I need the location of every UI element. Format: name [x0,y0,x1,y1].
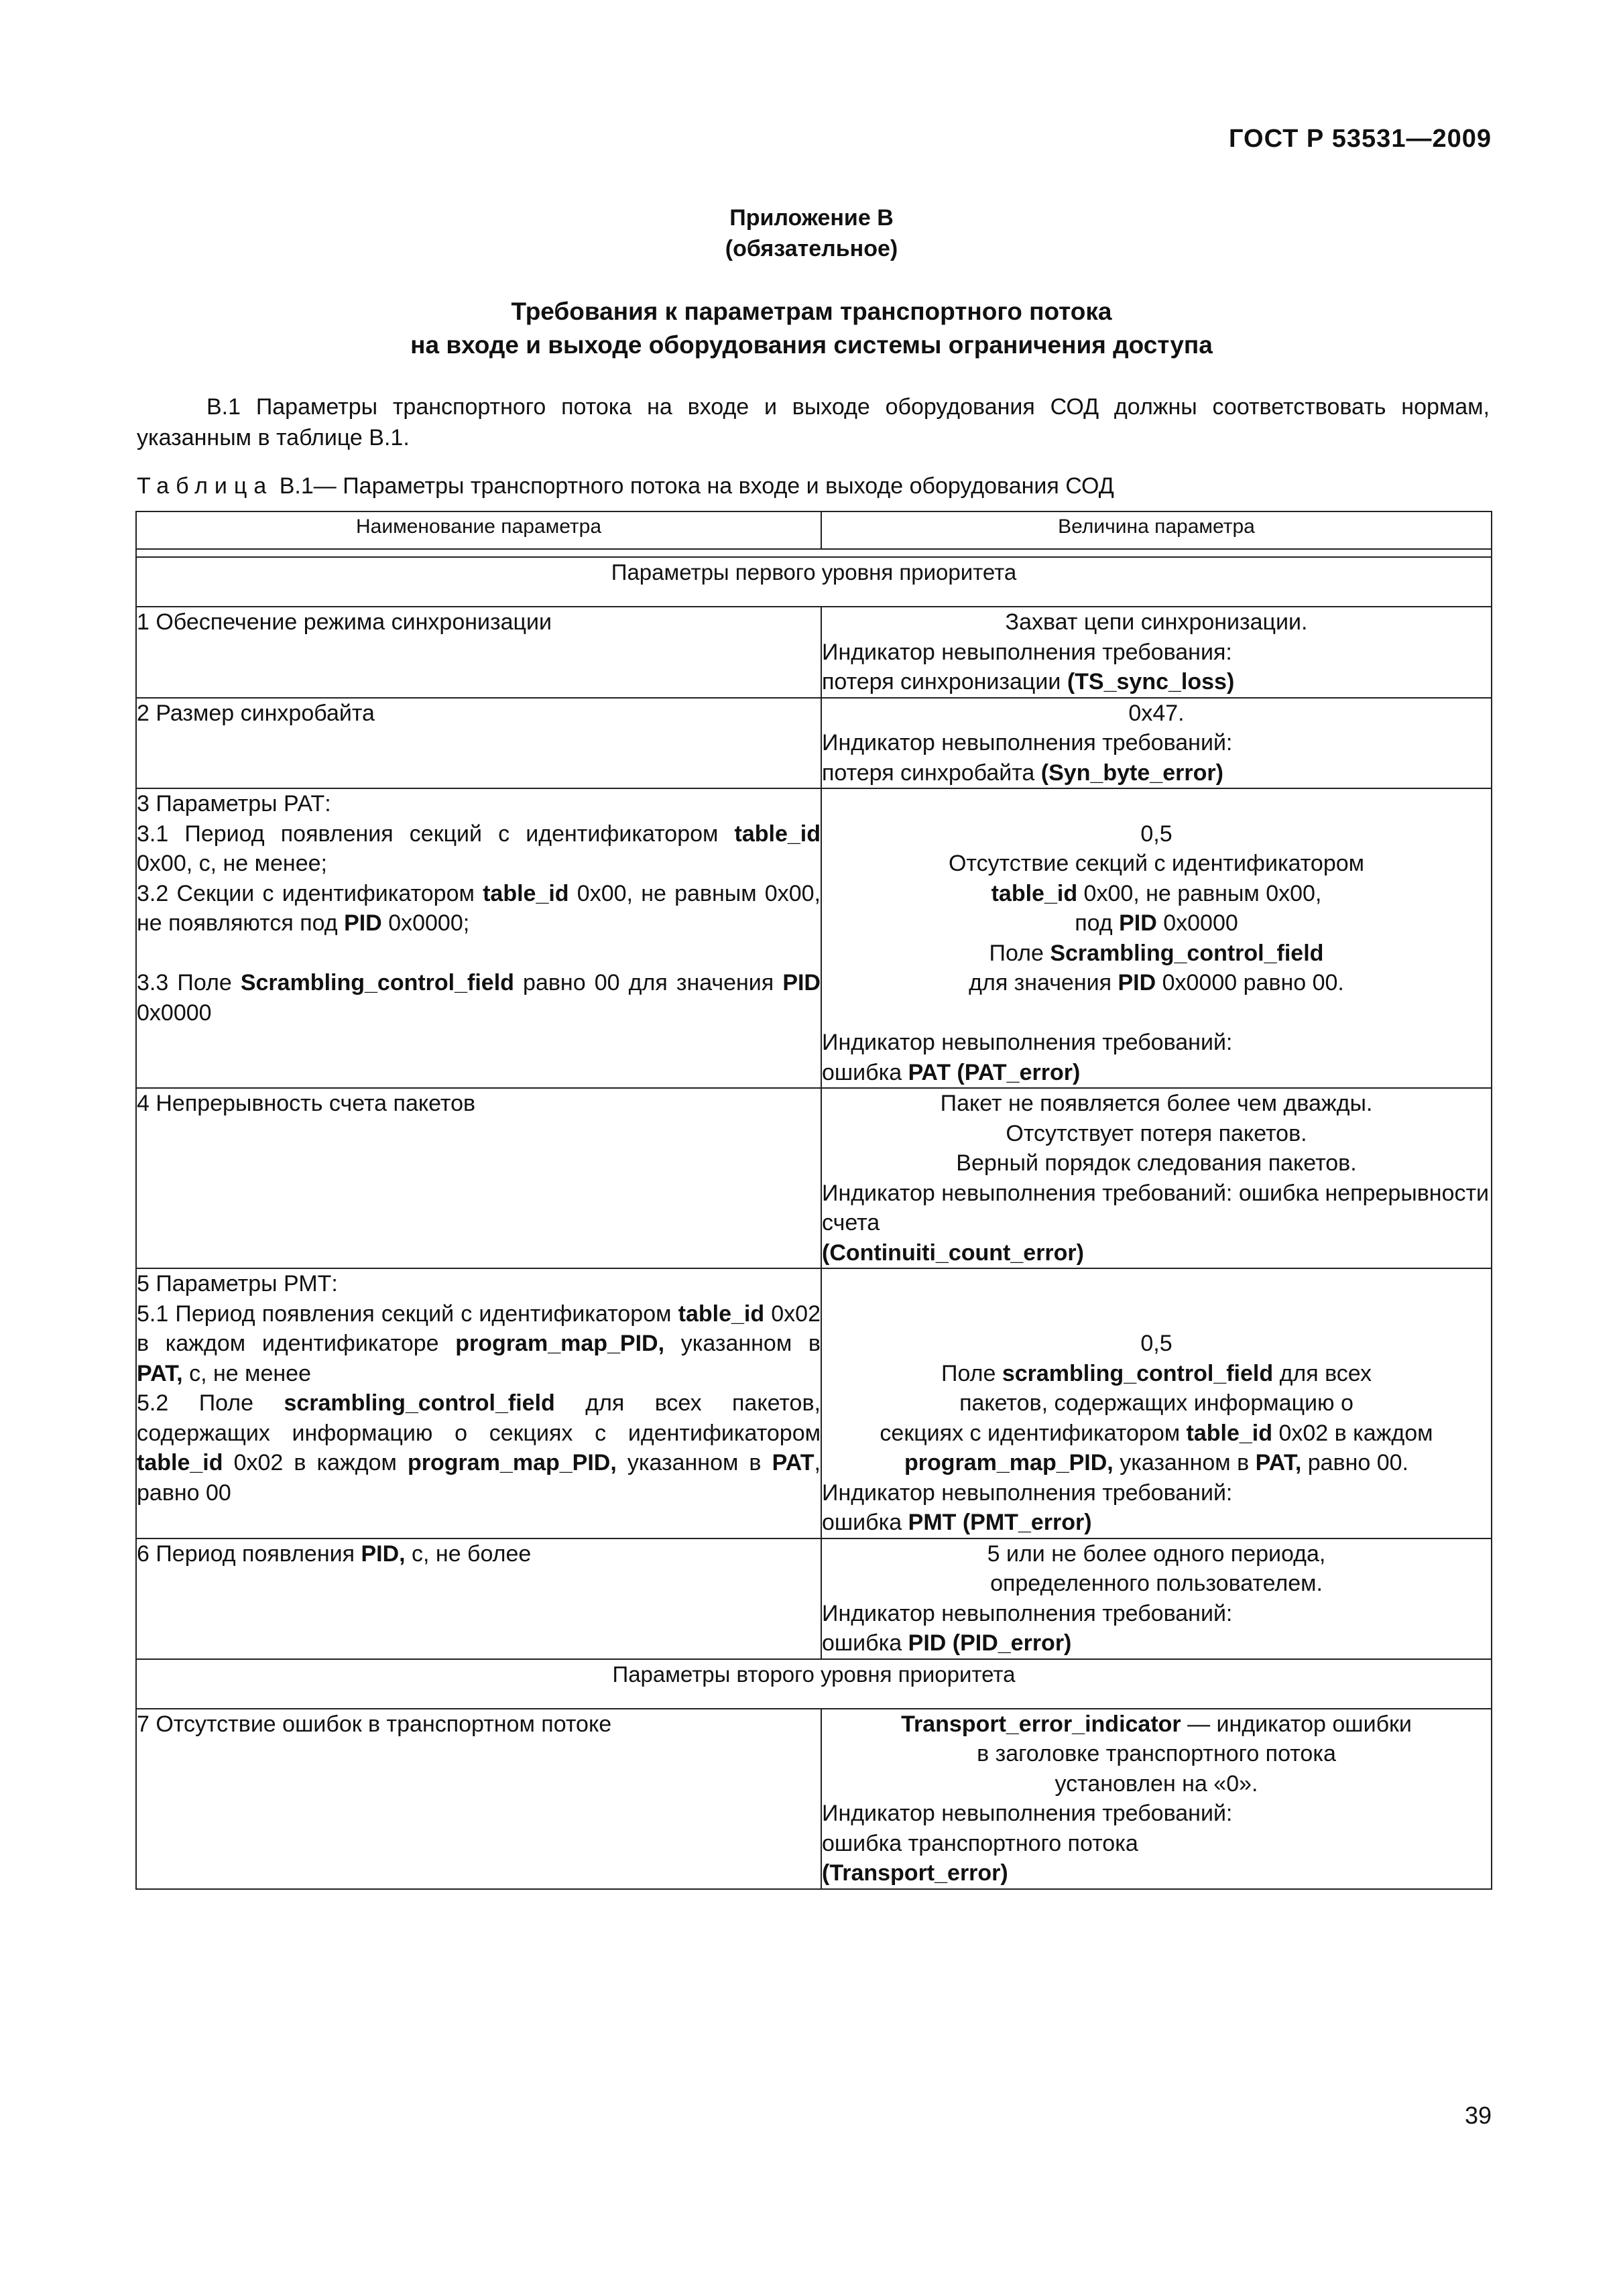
text-fragment: Индикатор невыполнения требований: [822,730,1233,756]
cell-text-line [822,1799,1491,1829]
cell-text-line [822,667,1491,697]
priority-group-title: Параметры первого уровня приоритета [136,557,1492,607]
cell-text-line [822,908,1491,939]
text-fragment: Захват цепи синхронизации. [1005,609,1308,635]
parameter-name-cell [136,698,821,789]
text-fragment: ошибка [822,1630,908,1656]
text-fragment: 4 Непрерывность счета пакетов [137,1091,476,1116]
text-fragment: Поле [989,940,1050,966]
table-caption-label: Таблица [137,473,274,499]
bold-fragment: table_id [734,821,821,847]
column-header-name: Наименование параметра [136,511,821,549]
text-fragment: Индикатор невыполнения требований: [822,1801,1233,1826]
blank-line [822,1299,1491,1329]
standard-code: ГОСТ Р 53531—2009 [1229,125,1492,153]
parameter-value-cell [821,1088,1492,1268]
cell-text-line [822,1739,1491,1769]
parameter-value-cell [821,698,1492,789]
cell-text-line [822,1148,1491,1179]
bold-fragment: Scrambling_control_field [1050,940,1324,966]
bold-fragment: PAT, [137,1360,183,1386]
blank-line [822,789,1491,819]
bold-fragment: (Continuiti_count_error) [822,1240,1084,1266]
text-fragment: секциях с идентификатором [880,1420,1187,1446]
parameter-name-cell [136,1088,821,1268]
text-fragment: под [1075,910,1120,936]
cell-text-line [822,1539,1491,1569]
text-fragment: указанном в [664,1331,821,1356]
cell-text-line [822,1769,1491,1799]
cell-text-line [822,1478,1491,1508]
cell-text-line [822,1599,1491,1629]
cell-text-line [822,849,1491,879]
cell-text-line [822,1329,1491,1359]
text-fragment: Отсутствие секций с идентификатором [948,851,1365,876]
text-fragment: 0x47. [1128,700,1185,726]
text-fragment: 0,5 [1140,821,1173,847]
cell-text-line [822,1858,1491,1888]
cell-text-line [822,728,1491,758]
cell-text-line [822,968,1491,998]
bold-fragment: table_id [483,880,569,906]
text-fragment: 0x0000; [381,910,470,936]
text-fragment: указанном в [616,1450,772,1475]
cell-text-line [822,1508,1491,1538]
parameter-name-cell [136,607,821,698]
cell-text-line [137,1539,821,1569]
bold-fragment: PID [1119,910,1157,936]
blank-line [822,1269,1491,1299]
table-row [136,788,1492,1088]
text-fragment: 2 Размер синхробайта [137,700,375,726]
text-fragment: 5.2 Поле [137,1390,284,1416]
text-fragment: 5 или не более одного периода, [987,1540,1326,1567]
text-fragment: Пакет не появляется более чем дважды. [940,1091,1373,1116]
bold-fragment: PID, [361,1540,406,1567]
parameter-value-cell [821,1268,1492,1538]
appendix-status: (обязательное) [725,236,898,261]
text-fragment: с, не более [405,1540,532,1567]
cell-text-line [137,819,821,879]
text-fragment: Индикатор невыполнения требований: [822,1030,1233,1055]
priority-group-row [136,1659,1492,1709]
bold-fragment: program_map_PID, [455,1331,665,1356]
text-fragment: в заголовке транспортного потока [977,1741,1336,1766]
text-fragment: , равно 00 [137,1450,821,1506]
cell-text-line [822,1119,1491,1149]
parameter-value-cell [821,1538,1492,1659]
table-body [136,557,1492,1889]
table-row [136,1088,1492,1268]
cell-text-line [822,1709,1491,1740]
text-fragment: 5.1 Период появления секций с идентификатором [137,1301,678,1327]
text-fragment: Индикатор невыполнения требований: [822,1600,1233,1626]
cell-text-line [822,758,1491,788]
bold-fragment: scrambling_control_field [284,1390,555,1416]
bold-fragment: Transport_error_indicator [901,1711,1181,1737]
table-header-row [136,511,1492,549]
table-caption [137,473,1114,499]
text-fragment: для всех [1273,1360,1372,1386]
text-fragment: 0x0000 [1156,910,1238,936]
text-fragment: 0x02 в каждом [1272,1420,1433,1446]
cell-text-line [822,1418,1491,1449]
table-row [136,1268,1492,1538]
header-rule-cell [136,549,1492,557]
cell-text-line [137,789,821,819]
bold-fragment: PID (PID_error) [908,1630,1072,1656]
text-fragment: ошибка [822,1059,908,1085]
cell-text-line [822,819,1491,849]
column-header-value: Величина параметра [821,511,1492,549]
text-fragment: — индикатор ошибки [1181,1711,1412,1737]
cell-text-line [822,1448,1491,1478]
bold-fragment: (Transport_error) [822,1860,1008,1886]
cell-text-line [137,699,821,729]
parameters-table [135,511,1492,1890]
text-fragment: 0x00, с, не менее; [137,851,327,876]
bold-fragment: PID [1118,970,1156,995]
table-row [136,1538,1492,1659]
bold-fragment: PID [344,910,382,936]
priority-group-title: Параметры второго уровня приоритета [136,1659,1492,1709]
bold-fragment: Scrambling_control_field [240,970,514,995]
cell-text-line [137,968,821,1028]
intro-paragraph: В.1 Параметры транспортного потока на входе и выходе оборудования СОД должны соответствовать нормам, указанным в таблице В.1. [137,394,1490,450]
priority-group-row [136,557,1492,607]
table-row [136,607,1492,698]
text-fragment: определенного пользователем. [990,1571,1323,1596]
text-fragment: для всех пакетов, содержащих информацию о секциях с идентификатором [137,1390,821,1446]
table-caption-text: В.1— Параметры транспортного потока на входе и выходе оборудования СОД [273,473,1114,499]
bold-fragment: PAT, [1255,1450,1302,1475]
text-fragment: Отсутствует потеря пакетов. [1006,1120,1307,1146]
table-row [136,698,1492,789]
bold-fragment: program_map_PID, [408,1450,617,1475]
cell-text-line [822,1359,1491,1389]
text-fragment: 3.1 Период появления секций с идентификатором [137,821,735,847]
text-fragment: установлен на «0». [1055,1770,1258,1797]
text-fragment: 0x02 в каждом идентификаторе [137,1301,821,1356]
bold-fragment: РАТ (PAT_error) [908,1059,1081,1085]
cell-text-line [822,699,1491,729]
text-fragment: 0x0000 равно 00. [1156,970,1344,995]
parameter-name-cell [136,788,821,1088]
parameter-value-cell [821,1709,1492,1889]
cell-text-line [822,1028,1491,1058]
cell-text-line [822,607,1491,638]
text-fragment: Индикатор невыполнения требования: [822,639,1232,665]
bold-fragment: table_id [678,1301,765,1327]
text-fragment: 0x00, не равным 0x00, не появляются под [137,880,821,936]
bold-fragment: table_id [137,1450,223,1475]
text-fragment: равно 00. [1301,1450,1409,1475]
parameter-name-cell [136,1538,821,1659]
appendix-heading-line-1: Требования к параметрам транспортного потока [511,298,1112,325]
bold-fragment: PID [782,970,821,995]
cell-text-line [137,1388,821,1508]
cell-text-line [822,1089,1491,1119]
bold-fragment: (TS_sync_loss) [1067,669,1235,694]
cell-text-line [137,1299,821,1389]
cell-text-line [822,638,1491,668]
bold-fragment: PMT (PMT_error) [908,1510,1092,1535]
table-row [136,1709,1492,1889]
text-fragment: 3 Параметры РАТ: [137,791,331,817]
text-fragment: ошибка [822,1510,908,1535]
cell-text-line [137,879,821,939]
parameter-value-cell [821,607,1492,698]
cell-text-line [822,1238,1491,1268]
text-fragment: 1 Обеспечение режима синхронизации [137,609,552,635]
text-fragment: ошибка транспортного потока [822,1830,1138,1856]
cell-text-line [822,939,1491,969]
text-fragment: указанном в [1113,1450,1256,1475]
bold-fragment: table_id [1186,1420,1273,1446]
text-fragment: 0x00, не равным 0x00, [1077,880,1322,906]
bold-fragment: PAT [772,1450,815,1475]
parameter-name-cell [136,1709,821,1889]
bold-fragment: table_id [991,880,1078,906]
text-fragment: 0,5 [1140,1331,1173,1356]
cell-text-line [822,1388,1491,1418]
bold-fragment: (Syn_byte_error) [1040,760,1223,786]
blank-line [822,998,1491,1028]
text-fragment: Поле [941,1360,1002,1386]
cell-text-line [822,1628,1491,1658]
text-fragment: потеря синхронизации [822,669,1067,694]
cell-text-line [822,1058,1491,1088]
cell-text-line [137,1709,821,1740]
text-fragment: 0x0000 [137,1000,212,1026]
text-fragment: для значения [969,970,1118,995]
bold-fragment: scrambling_control_field [1002,1360,1274,1386]
bold-fragment: program_map_PID, [904,1450,1114,1475]
cell-text-line [822,1829,1491,1859]
text-fragment: 5 Параметры РМТ: [137,1271,338,1296]
blank-line [137,939,821,969]
text-fragment: равно 00 для значения [514,970,783,995]
page-number: 39 [1464,2102,1492,2129]
text-fragment: 6 Период появления [137,1540,361,1567]
text-fragment: 3.2 Секции с идентификатором [137,880,483,906]
text-fragment: Индикатор невыполнения требований: [822,1479,1233,1506]
cell-text-line [137,607,821,638]
text-fragment: 3.3 Поле [137,970,241,995]
cell-text-line [822,1569,1491,1599]
appendix-title: Приложение В [729,205,894,231]
text-fragment: 7 Отсутствие ошибок в транспортном потоке [137,1711,612,1737]
parameter-name-cell [136,1268,821,1538]
appendix-heading-line-2: на входе и выходе оборудования системы ограничения доступа [410,331,1213,359]
cell-text-line [137,1269,821,1299]
text-fragment: Верный порядок следования пакетов. [956,1150,1357,1176]
text-fragment: пакетов, содержащих информацию о [959,1390,1354,1416]
text-fragment: 0x02 в каждом [223,1450,408,1475]
text-fragment: Индикатор невыполнения требований: ошибка непрерывности счета [822,1180,1490,1235]
text-fragment: с, не менее [182,1360,311,1386]
cell-text-line [822,879,1491,909]
header-double-rule [136,549,1492,557]
cell-text-line [137,1089,821,1119]
cell-text-line [822,1179,1491,1238]
parameter-value-cell [821,788,1492,1088]
text-fragment: потеря синхробайта [822,760,1041,786]
